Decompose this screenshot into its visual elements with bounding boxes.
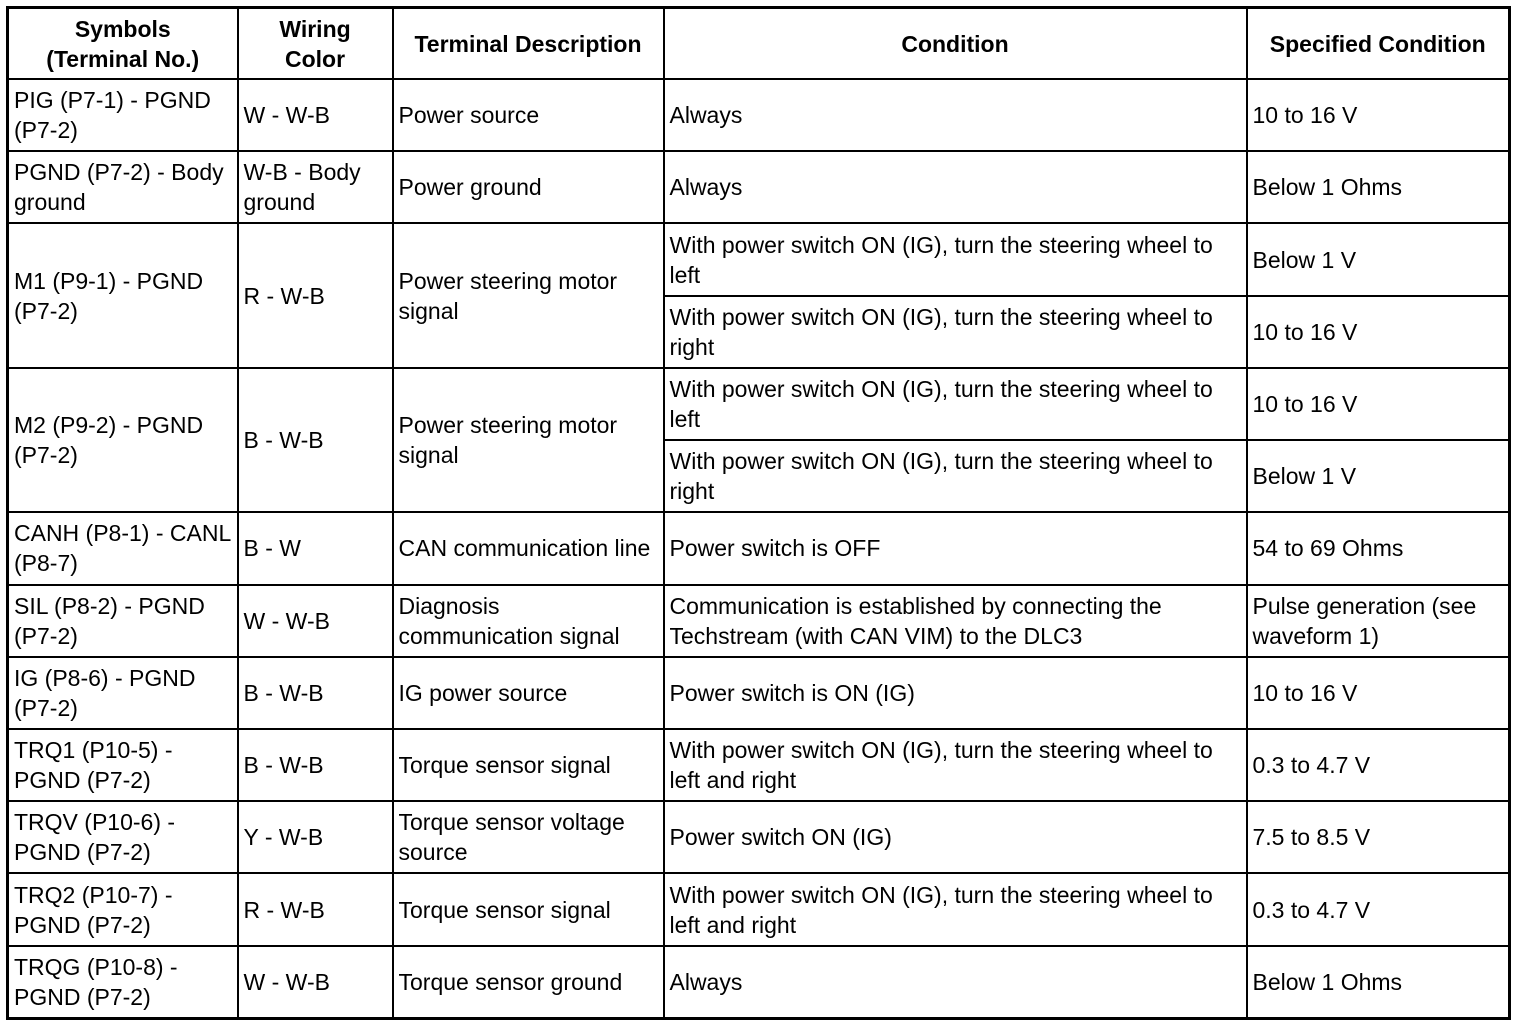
cell-specified-condition: Below 1 V [1247, 440, 1510, 512]
cell-condition: With power switch ON (IG), turn the steering wheel to left and right [664, 729, 1247, 801]
header-wiring-line-1: Wiring [279, 15, 351, 42]
cell-specified-condition: Below 1 V [1247, 223, 1510, 295]
cell-condition: Always [664, 151, 1247, 223]
cell-specified-condition: Below 1 Ohms [1247, 946, 1510, 1019]
cell-condition: With power switch ON (IG), turn the steering wheel to left and right [664, 873, 1247, 945]
cell-wiring-color: Y - W-B [238, 801, 393, 873]
cell-terminal-description: Power steering motor signal [393, 368, 664, 512]
cell-wiring-color: B - W-B [238, 729, 393, 801]
cell-symbols: M1 (P9-1) - PGND (P7-2) [8, 223, 238, 367]
cell-condition: With power switch ON (IG), turn the steering wheel to right [664, 440, 1247, 512]
cell-condition: Always [664, 946, 1247, 1019]
header-wiring-color [238, 8, 393, 80]
cell-condition: Power switch is OFF [664, 512, 1247, 584]
table-row [8, 223, 1510, 295]
table-row [8, 512, 1510, 584]
cell-specified-condition: 10 to 16 V [1247, 79, 1510, 151]
header-specified-condition: Specified Condition [1247, 8, 1510, 80]
cell-condition: Power switch ON (IG) [664, 801, 1247, 873]
cell-wiring-color: R - W-B [238, 873, 393, 945]
cell-symbols: CANH (P8-1) - CANL (P8-7) [8, 512, 238, 584]
cell-terminal-description: Torque sensor signal [393, 729, 664, 801]
cell-symbols: PIG (P7-1) - PGND (P7-2) [8, 79, 238, 151]
cell-wiring-color: W-B - Body ground [238, 151, 393, 223]
cell-specified-condition: 10 to 16 V [1247, 368, 1510, 440]
table-row [8, 585, 1510, 657]
cell-specified-condition: Pulse generation (see waveform 1) [1247, 585, 1510, 657]
cell-condition: Communication is established by connecting the Techstream (with CAN VIM) to the DLC3 [664, 585, 1247, 657]
cell-symbols: TRQ1 (P10-5) - PGND (P7-2) [8, 729, 238, 801]
cell-condition: With power switch ON (IG), turn the steering wheel to right [664, 296, 1247, 368]
table-row [8, 729, 1510, 801]
header-symbols-line-1: Symbols [74, 15, 171, 42]
table-row [8, 368, 1510, 440]
cell-wiring-color: W - W-B [238, 946, 393, 1019]
cell-condition: Always [664, 79, 1247, 151]
table-row [8, 79, 1510, 151]
cell-terminal-description: CAN communication line [393, 512, 664, 584]
cell-terminal-description: Torque sensor signal [393, 873, 664, 945]
cell-wiring-color: R - W-B [238, 223, 393, 367]
cell-specified-condition: Below 1 Ohms [1247, 151, 1510, 223]
cell-terminal-description: Diagnosis communication signal [393, 585, 664, 657]
table-row [8, 151, 1510, 223]
header-row [8, 8, 1510, 80]
cell-symbols: TRQV (P10-6) - PGND (P7-2) [8, 801, 238, 873]
cell-symbols: TRQG (P10-8) - PGND (P7-2) [8, 946, 238, 1019]
cell-terminal-description: Torque sensor ground [393, 946, 664, 1019]
cell-specified-condition: 7.5 to 8.5 V [1247, 801, 1510, 873]
header-symbols [8, 8, 238, 80]
cell-specified-condition: 0.3 to 4.7 V [1247, 873, 1510, 945]
cell-terminal-description: IG power source [393, 657, 664, 729]
cell-terminal-description: Power source [393, 79, 664, 151]
header-terminal-description: Terminal Description [393, 8, 664, 80]
cell-wiring-color: B - W-B [238, 657, 393, 729]
cell-wiring-color: W - W-B [238, 585, 393, 657]
cell-symbols: TRQ2 (P10-7) - PGND (P7-2) [8, 873, 238, 945]
table-row [8, 801, 1510, 873]
cell-condition: With power switch ON (IG), turn the steering wheel to left [664, 223, 1247, 295]
cell-terminal-description: Power steering motor signal [393, 223, 664, 367]
header-condition: Condition [664, 8, 1247, 80]
header-symbols-line-2: (Terminal No.) [46, 45, 200, 72]
table-body [8, 79, 1510, 1019]
cell-symbols: PGND (P7-2) - Body ground [8, 151, 238, 223]
cell-specified-condition: 0.3 to 4.7 V [1247, 729, 1510, 801]
cell-terminal-description: Power ground [393, 151, 664, 223]
cell-condition: Power switch is ON (IG) [664, 657, 1247, 729]
terminal-spec-table [6, 6, 1511, 1020]
cell-wiring-color: B - W [238, 512, 393, 584]
cell-symbols: M2 (P9-2) - PGND (P7-2) [8, 368, 238, 512]
cell-symbols: IG (P8-6) - PGND (P7-2) [8, 657, 238, 729]
table-row [8, 873, 1510, 945]
cell-symbols: SIL (P8-2) - PGND (P7-2) [8, 585, 238, 657]
cell-wiring-color: B - W-B [238, 368, 393, 512]
table-row [8, 946, 1510, 1019]
cell-wiring-color: W - W-B [238, 79, 393, 151]
cell-specified-condition: 10 to 16 V [1247, 296, 1510, 368]
cell-condition: With power switch ON (IG), turn the steering wheel to left [664, 368, 1247, 440]
cell-specified-condition: 54 to 69 Ohms [1247, 512, 1510, 584]
cell-specified-condition: 10 to 16 V [1247, 657, 1510, 729]
cell-terminal-description: Torque sensor voltage source [393, 801, 664, 873]
table-row [8, 657, 1510, 729]
header-wiring-line-2: Color [284, 45, 346, 72]
